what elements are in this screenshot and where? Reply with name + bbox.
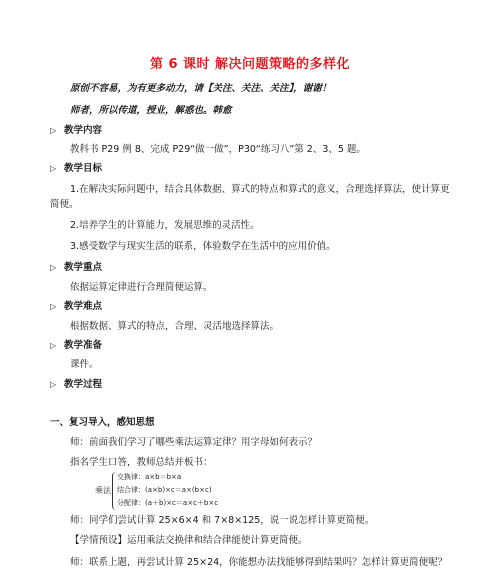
triangle-bullet-icon: ▷ <box>50 126 57 135</box>
part1-heading: 一、复习导入，感知思想 <box>50 417 155 428</box>
triangle-bullet-icon: ▷ <box>50 263 57 272</box>
section-difficulty-heading <box>50 300 102 314</box>
difficulty-text: 根据数据、算式的特点，合理、灵活地选择算法。 <box>70 321 280 332</box>
triangle-bullet-icon: ▷ <box>50 341 57 350</box>
section-heading-text: 教学准备 <box>64 340 103 351</box>
teacher-question: 师：前面我们学习了哪些乘法运算定律？用字母如何表示？ <box>70 437 318 448</box>
section-heading-text: 教学过程 <box>64 379 103 390</box>
cut-line: 师：联系上题，再尝试计算 25×24，你能想办法找能够得到结果吗？怎样计算更简便呢？ <box>70 557 448 568</box>
notice-line: 原创不容易，为有更多动力，请【关注、关注、关注】，谢谢！ <box>70 83 332 94</box>
quote-line: 师者，所以传道，授业，解惑也。韩愈 <box>70 105 232 116</box>
preview-line: 【学情预设】运用乘法交换律和结合律能使计算更简便。 <box>70 535 308 546</box>
formula-associative: 结合律：(a×b)×c＝a×(b×c) <box>117 486 212 494</box>
brace-label: 乘法 <box>95 486 111 495</box>
formula-commutative: 交换律：a×b＝b×a <box>117 473 182 481</box>
section-heading-text: 教学重点 <box>64 262 103 273</box>
section-process-heading <box>50 378 102 392</box>
triangle-bullet-icon: ▷ <box>50 302 57 311</box>
content-text: 教科书 P29 例 8、完成 P29“做一做”，P30“练习八”第 2、3、5 题。 <box>70 144 366 155</box>
section-heading-text: 教学内容 <box>64 125 103 136</box>
goal-item-2: 2.培养学生的计算能力，发展思维的灵活性。 <box>70 220 260 231</box>
summary-line: 指名学生口答，教师总结并板书： <box>70 457 213 468</box>
section-heading-text: 教学难点 <box>64 301 103 312</box>
key-text: 依据运算定律进行合理简便运算。 <box>70 282 213 293</box>
goal-item-3: 3.感受数学与现实生活的联系，体验数学在生活中的应用价值。 <box>70 241 336 252</box>
teacher-try: 师：同学们尝试计算 25×6×4 和 7×8×125，说一说怎样计算更简便。 <box>70 515 375 526</box>
triangle-bullet-icon: ▷ <box>50 164 57 173</box>
section-key-heading <box>50 261 102 275</box>
section-prep-heading <box>50 339 102 353</box>
section-content-heading <box>50 124 102 138</box>
section-goals-heading <box>50 162 102 176</box>
goal-item-1: 1.在解决实际问题中，结合具体数据、算式的特点和算式的意义，合理选择算法，使计算更 <box>70 184 450 195</box>
triangle-bullet-icon: ▷ <box>50 380 57 389</box>
formula-distributive: 分配律：(a＋b)×c＝a×c＋b×c <box>117 499 219 507</box>
goal-item-1-cont: 简便。 <box>50 199 79 210</box>
prep-text: 课件。 <box>70 359 99 370</box>
section-heading-text: 教学目标 <box>64 163 103 174</box>
formula-board <box>95 472 219 512</box>
page-title: 第 6 课时 解决问题策略的多样化 <box>149 57 351 72</box>
